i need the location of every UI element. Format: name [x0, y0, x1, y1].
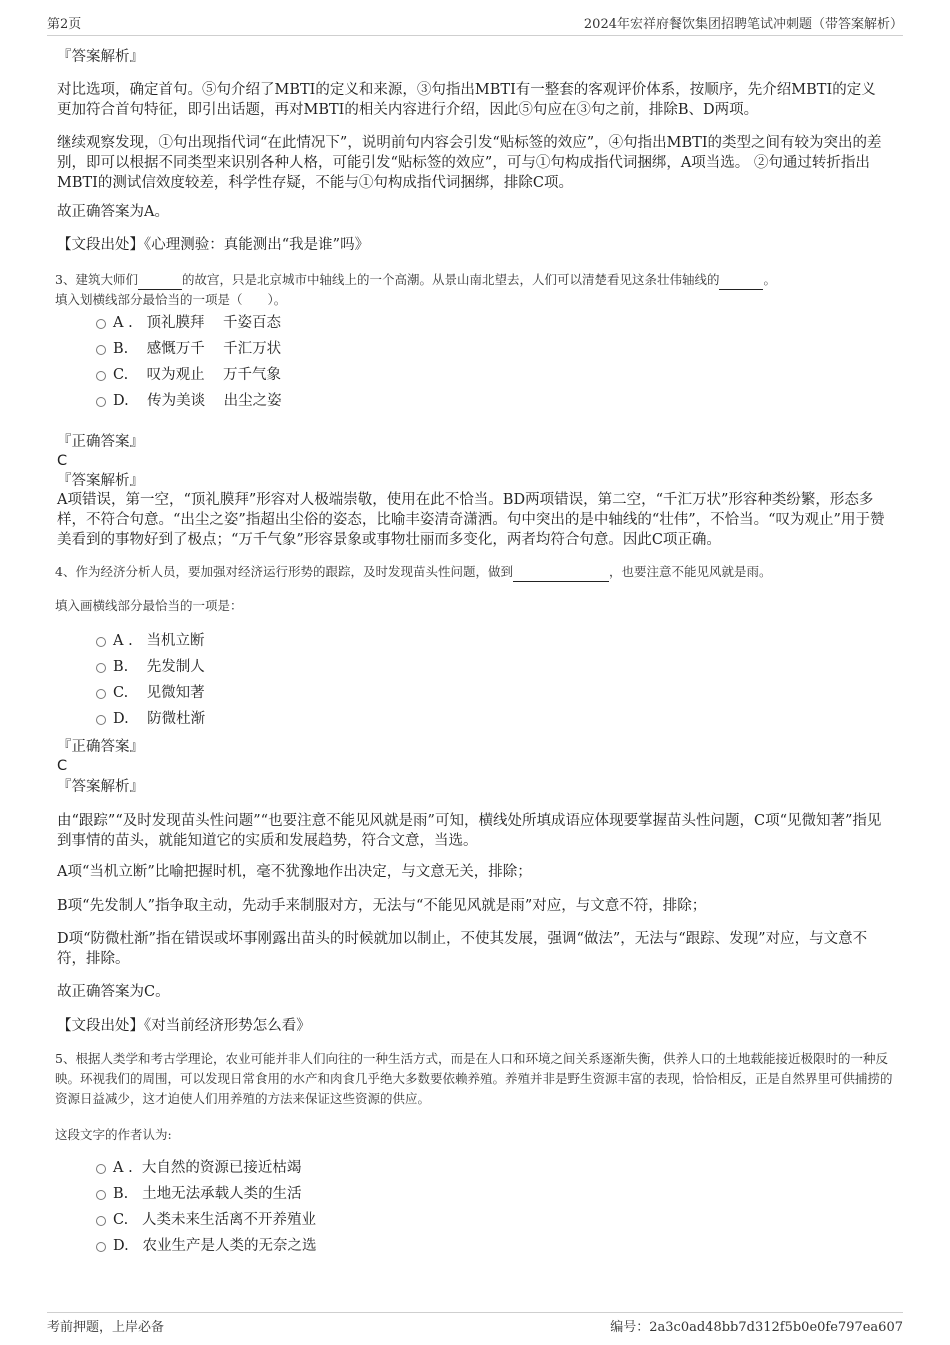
- q4-option-b[interactable]: B. 先发制人: [96, 657, 205, 677]
- radio-icon[interactable]: [96, 689, 106, 699]
- q5-prompt: 这段文字的作者认为:: [55, 1127, 172, 1142]
- q4-analysis-p2: A项“当机立断”比喻把握时机，毫不犹豫地作出决定，与文意无关，排除；: [57, 864, 532, 880]
- page-header: [47, 13, 903, 36]
- q4-analysis-p4: D项“防微杜渐”指在错误或坏事刚露出苗头的时候就加以制止，不使其发展，强调“做法”，无法与“跟踪、发现”对应，与文意不符，排除。: [57, 931, 868, 967]
- q4-correct-label: 『正确答案』: [57, 739, 144, 755]
- q4-option-d[interactable]: D. 防微杜渐: [96, 709, 205, 729]
- q5-stem: 5、根据人类学和考古学理论，农业可能并非人们向往的一种生活方式，而是在人口和环境之间关系逐渐失衡，供养人口的土地载能接近极限时的一种反映。环视我们的周围，可以发现日常食用的水产和肉食几乎绝大多数要依赖养殖。养殖并非是野生资源丰富的表现，恰恰相反，正是自然界里可供捕捞的资源日益减少，这才迫使人们用养殖的方法来保证这些资源的供应。: [55, 1051, 893, 1106]
- footer-slogan: 考前押题，上岸必备: [47, 1320, 165, 1335]
- q5-option-a[interactable]: A . 大自然的资源已接近枯竭: [96, 1158, 301, 1178]
- q3-analysis-label: 『答案解析』: [57, 473, 144, 489]
- radio-icon[interactable]: [96, 637, 106, 647]
- q3-stem: 3、建筑大师们 的故宫，只是北京城市中轴线上的一个高潮。从景山南北望去，人们可以清楚看见这条壮伟轴线的 。: [55, 270, 895, 290]
- q3-correct-answer: C: [57, 453, 68, 469]
- q3-option-c[interactable]: C. 叹为观止 万千气象: [96, 365, 281, 385]
- q4-stem: 4、作为经济分析人员，要加强对经济运行形势的跟踪，及时发现苗头性问题，做到 ，也要注意不能见风就是雨。: [55, 562, 895, 582]
- radio-icon[interactable]: [96, 371, 106, 381]
- radio-icon[interactable]: [96, 397, 106, 407]
- document-id: 编号：2a3c0ad48bb7d312f5b0e0fe797ea607: [610, 1320, 903, 1335]
- q3-option-a[interactable]: A . 顶礼膜拜 千姿百态: [96, 313, 281, 333]
- radio-icon[interactable]: [96, 1242, 106, 1252]
- q2-analysis-p2: 继续观察发现，①句出现指代词“在此情况下”，说明前句内容会引发“贴标签的效应”，④句指出MBTI的类型之间有较为突出的差别，即可以根据不同类型来识别各种人格，可能引发“贴标签的效应”，可与①句构成指代词捆绑，A项当选。 ②句通过转折指出MBTI的测试信效度较差，科学性存疑，不能与①句构成指代词捆绑，排除C项。: [57, 135, 882, 191]
- radio-icon[interactable]: [96, 1190, 106, 1200]
- q4-correct-answer: C: [57, 758, 68, 774]
- document-title: 2024年宏祥府餐饮集团招聘笔试冲刺题（带答案解析）: [583, 17, 903, 32]
- q5-option-b[interactable]: B. 土地无法承载人类的生活: [96, 1184, 302, 1204]
- q4-option-a[interactable]: A . 当机立断: [96, 631, 205, 651]
- q3-option-d[interactable]: D. 传为美谈 出尘之姿: [96, 391, 282, 411]
- q3-blank-1: [138, 275, 182, 290]
- q4-option-c[interactable]: C. 见微知著: [96, 683, 205, 703]
- q3-option-b[interactable]: B. 感慨万千 千汇万状: [96, 339, 281, 359]
- page-number: 第2页: [47, 17, 82, 32]
- q2-conclusion: 故正确答案为A。: [57, 204, 169, 220]
- q4-conclusion: 故正确答案为C。: [57, 984, 170, 1000]
- q4-source: 【文段出处】《对当前经济形势怎么看》: [57, 1018, 311, 1034]
- q4-analysis-label: 『答案解析』: [57, 779, 144, 795]
- q2-analysis-p1: 对比选项，确定首句。⑤句介绍了MBTI的定义和来源，③句指出MBTI有一整套的客观评价体系，按顺序，先介绍MBTI的定义更加符合首句特征，即引出话题，再对MBTI的相关内容进行介绍，因此⑤句应在③句之前，排除B、D两项。: [57, 82, 876, 118]
- q2-analysis-label: 『答案解析』: [57, 49, 144, 65]
- q3-prompt: 填入划横线部分最恰当的一项是（ ）。: [55, 292, 287, 307]
- radio-icon[interactable]: [96, 319, 106, 329]
- radio-icon[interactable]: [96, 715, 106, 725]
- q5-option-c[interactable]: C. 人类未来生活离不开养殖业: [96, 1210, 316, 1230]
- q3-blank-2: [719, 275, 763, 290]
- q4-analysis-p1: 由“跟踪”“及时发现苗头性问题”“也要注意不能见风就是雨”可知，横线处所填成语应体现要掌握苗头性问题，C项“见微知著”指见到事情的苗头，就能知道它的实质和发展趋势，符合文意，当选。: [57, 813, 882, 849]
- radio-icon[interactable]: [96, 1164, 106, 1174]
- q4-analysis-p3: B项“先发制人”指争取主动，先动手来制服对方，无法与“不能见风就是雨”对应，与文意不符，排除；: [57, 898, 707, 914]
- page-footer: [47, 1312, 903, 1335]
- q4-blank: [513, 567, 609, 582]
- radio-icon[interactable]: [96, 345, 106, 355]
- q5-option-d[interactable]: D. 农业生产是人类的无奈之选: [96, 1236, 317, 1256]
- q3-correct-label: 『正确答案』: [57, 434, 144, 450]
- q4-prompt: 填入画横线部分最恰当的一项是：: [55, 598, 243, 613]
- radio-icon[interactable]: [96, 1216, 106, 1226]
- radio-icon[interactable]: [96, 663, 106, 673]
- q3-analysis: A项错误，第一空，“顶礼膜拜”形容对人极端崇敬，使用在此不恰当。BD两项错误，第二空，“千汇万状”形容种类纷繁，形态多样，不符合句意。“出尘之姿”指超出尘俗的姿态，比喻丰姿清奇潇洒。句中突出的是中轴线的“壮伟”，不恰当。“叹为观止”用于赞美看到的事物好到了极点；“万千气象”形容景象或事物壮丽而多变化，两者均符合句意。因此C项正确。: [57, 492, 885, 548]
- q2-source: 【文段出处】《心理测验：真能测出“我是谁”吗》: [57, 237, 370, 253]
